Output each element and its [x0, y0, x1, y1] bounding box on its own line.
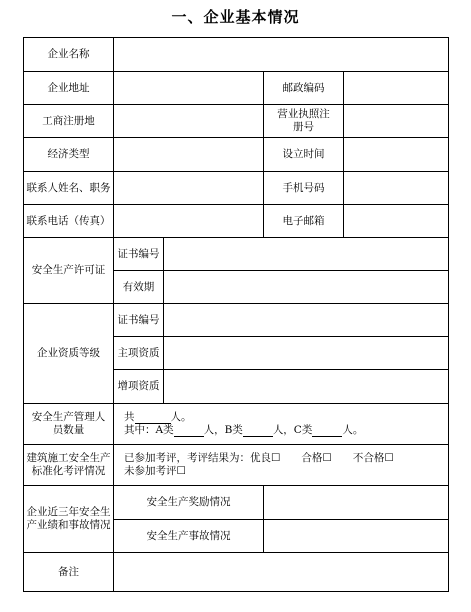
- label-econ-type: 经济类型: [24, 138, 114, 172]
- value-license-no[interactable]: [344, 105, 449, 138]
- value-add-qual[interactable]: [164, 370, 449, 404]
- staff-c-blank[interactable]: [312, 425, 342, 437]
- value-econ-type[interactable]: [114, 138, 264, 172]
- value-founded[interactable]: [344, 138, 449, 172]
- value-mobile[interactable]: [344, 172, 449, 205]
- eval-line-2: 未参加考评☐: [124, 465, 186, 477]
- value-validity[interactable]: [164, 271, 449, 304]
- value-postal-code[interactable]: [344, 72, 449, 105]
- value-contact-phone[interactable]: [114, 205, 264, 238]
- label-cert-no2: 证书编号: [114, 304, 164, 337]
- value-cert-no2[interactable]: [164, 304, 449, 337]
- staff-total-blank[interactable]: [135, 412, 171, 424]
- value-email[interactable]: [344, 205, 449, 238]
- value-company-address[interactable]: [114, 72, 264, 105]
- staff-c-suffix: 人。: [342, 424, 364, 436]
- label-reg-place: 工商注册地: [24, 105, 114, 138]
- label-mobile: 手机号码: [264, 172, 344, 205]
- label-remarks: 备注: [24, 553, 114, 592]
- value-contact-name[interactable]: [114, 172, 264, 205]
- label-awards: 安全生产奖励情况: [114, 486, 264, 520]
- label-email: 电子邮箱: [264, 205, 344, 238]
- value-mgmt-staff[interactable]: [114, 404, 449, 445]
- label-company-name: 企业名称: [24, 38, 114, 72]
- staff-among: 其中：A类: [124, 424, 174, 436]
- value-std-eval[interactable]: [114, 445, 449, 486]
- staff-b-suffix: 人，C类: [272, 424, 313, 436]
- label-perf-accidents: 企业近三年安全生产业绩和事故情况: [24, 486, 114, 553]
- staff-b-blank[interactable]: [243, 425, 273, 437]
- label-mgmt-staff: 安全生产管理人员数量: [24, 404, 114, 445]
- label-postal-code: 邮政编码: [264, 72, 344, 105]
- value-company-name[interactable]: [114, 38, 449, 72]
- value-main-qual[interactable]: [164, 337, 449, 370]
- staff-total-suffix: 人。: [170, 411, 192, 423]
- label-contact-phone: 联系电话（传真）: [24, 205, 114, 238]
- label-accidents: 安全生产事故情况: [114, 520, 264, 553]
- label-cert-no: 证书编号: [114, 238, 164, 271]
- value-cert-no[interactable]: [164, 238, 449, 271]
- page-title: 一、企业基本情况: [171, 8, 300, 26]
- value-reg-place[interactable]: [114, 105, 264, 138]
- label-safety-permit: 安全生产许可证: [24, 238, 114, 304]
- value-accidents[interactable]: [264, 520, 449, 553]
- value-remarks[interactable]: [114, 553, 449, 592]
- label-std-eval: 建筑施工安全生产标准化考评情况: [24, 445, 114, 486]
- label-validity: 有效期: [114, 271, 164, 304]
- eval-line-1: 已参加考评，考评结果为：优良☐ 合格☐ 不合格☐: [124, 452, 394, 464]
- label-founded: 设立时间: [264, 138, 344, 172]
- label-license-no: 营业执照注册号: [264, 105, 344, 138]
- label-qual-level: 企业资质等级: [24, 304, 114, 404]
- staff-a-suffix: 人，B类: [203, 424, 243, 436]
- value-awards[interactable]: [264, 486, 449, 520]
- staff-total-prefix: 共: [124, 411, 135, 423]
- label-add-qual: 增项资质: [114, 370, 164, 404]
- enterprise-info-table: [23, 37, 449, 592]
- label-main-qual: 主项资质: [114, 337, 164, 370]
- label-contact-name: 联系人姓名、职务: [24, 172, 114, 205]
- label-company-address: 企业地址: [24, 72, 114, 105]
- staff-a-blank[interactable]: [174, 425, 204, 437]
